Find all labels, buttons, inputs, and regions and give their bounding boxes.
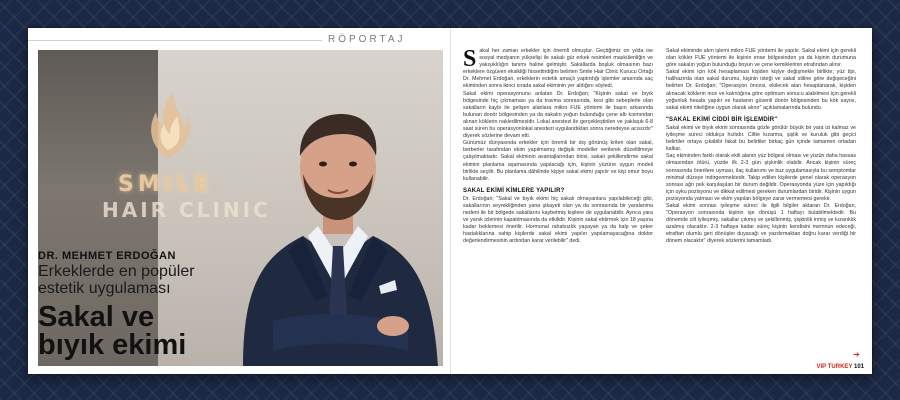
headline-line-2: bıyık ekimi [38,329,187,361]
article-column-2 [666,48,856,246]
headline-line-1: Sakal ve [38,301,155,333]
paragraph: Saç ekiminden farklı olarak ekili alanın yüz bölgesi olması ve yüzün daha hassas olmasından ötürü, yüzde ilk 2-3 gün şişkinlik olabilir. Ancak kişinin süreç sonrasında önerilere uyması, ilaç kullanımı ve buz uygulamasıyla bu semptomlar minimal düzeye indirgenmektedir. Takip edilen kişilerde genel olarak operasyon sonrası ağrı pek karşılaşılan bir durum değildir. Operasyonda yüze için yapıldığı için uyku pozisyonu ve dikkat edilmesi gereken durumlardan biridir. Kişinin uygun pozisyonda yatması ve ekim yapılan bölgeye zarar vermemesi gerekir. [666,153,856,202]
logo-line-1: SMILE [118,172,213,197]
folio-brand: VIP TURKEY [816,364,853,370]
subheading: SAKAL EKİMİ KİMLERE YAPILIR? [463,187,565,194]
right-page [451,28,872,374]
paragraph: Sakal ekimi için kök hesaplaması kişiden kişiye değişmekle birlikte; yüz tipi, halihazırda olan sakal durumu, kişinin isteği ve sakal stiline göre değişeceğini belirten Dr. Erdoğan; "Operasyon öncesi, ekilecek alan hesaplanarak, kişiden alınacak köklerin ince ve kalınlığına göre optimum sonucu alabilmesi için gerekli yoğunluk hesabı yapılır ve hastanın güvenli donör bölgesinden bu kök sayısı, sakal ekimi niteliğine uygun olarak alınır" açıklamalarında bulundu. [666,69,856,111]
drop-cap: S [463,46,477,72]
flame-logo-icon [138,90,198,160]
paragraph: Günümüz dünyasında erkekler için önemli bir dış görünüş kriteri olan sakal, berberler tarafından ekim yapılmamış değişik modeller verilerek düzeltilmeye çalışılmaktadır. Sakal ekiminin avantajlarından birisi, sakalı şekillendirme sakal ekimini planlama aşamasında yapılacağı için, kişinin yüzüne uygun modeli birlikte seçilir. Bu planlama dâhilinde kişiye sakal ekimi yapılır ve kişi omur boyu kullanabilir. [463,140,653,182]
left-page [28,28,451,374]
page-folio [817,364,864,370]
subtitle-line-2: estetik uygulaması [38,280,171,297]
paragraph: Sakal ekimi ve bıyık ekimi sonrasında gözle görülür büyük bir yara izi kalmaz ve iyileşme süreci oldukça hızlıdır. Ciltte kızarma, şişlik ve kuruluk gibi geçici belirtiler ortaya çıkabilir fakat bu belirtiler birkaç gün içinde tamamen ortadan kalkar. [666,124,856,153]
paragraph: Sakal ekimi operasyonunu anlatan Dr. Erdoğan; "Kişinin sakal ve bıyık bölgesinde hiç çıkmaması ya da travma sonrasında, kesi gibi sebeplerle olan sakalların kaybı ile gelişen alanlara mikro FUE yöntemi ile başın arkasında bulunan donör bölgesinden ya da sakalın yoğun bulunduğu çene altı kısmından alınan köklerin nakledilmesidir. Lokal anestezi ile gerçekleştirilen ve yaklaşık 6-8 saat süren bu operasyonlokal anestezi uygulandıktan sonra neredeyse acısızdır" diyerek sözlerine devam etti. [463,90,653,140]
subheading: "SAKAL EKİMİ CİDDİ BİR İŞLEMDİR" [666,116,778,123]
subtitle-line-1: Erkeklerde en popüler [38,263,195,280]
logo-line-2: HAIR CLINIC [102,198,271,222]
section-rule [28,40,322,41]
paragraph: Dr. Erdoğan; "Sakal ve bıyık ekimi hiç sakalı olmayanlara yapılabileceği gibi, sakallarının seyrekliğinden yana şikayeti olan ya da sonrasında bir yaralanma nedeni ile bir bölgede sakallarını kaybetmiş kişilere de uygulanabilir. Ayrıca yara ve yanık izlerinin kapatılmasında da etkilidir. Kişinin sakal ektirmek için 18 yaşına kadar beklemesi önerilir. Hormonal rahatsızlık yaşayan ya da kalp ve şeker hastalıklarına sahip kişilerde sakal ekimi yapılırı yapılamayacağına doktor değerlendirmesinin ardından karar verilebilir" dedi. [463,195,653,245]
article-column-1 [463,48,653,246]
page-number: 101 [853,364,864,370]
paragraph: akal her zaman erkekler için önemli olmuştur. Geçtiğimiz on yılda ise sosyal medyanın yükselişi ile sakalı gür erkek resimleri maskülenliğin ve yakışıklılığın tanımı haline gelmiştir. Sakallarda boşluk olmasının bazı erkeklere özgüven eksikliği hissettirdiğini belirten Smile Hair Clinic Kurucu Ortağı Dr. Mehmet Erdoğan, erkeklerin estetik amaçlı yaptırdığı işlemler arasında saç ekiminden sonra ikinci sırada sakal ekiminin yer aldığını söyledi. [463,48,653,90]
end-of-article-arrow-icon: ➔ [853,350,860,359]
section-tag: RÖPORTAJ [328,34,406,45]
doctor-name: DR. MEHMET ERDOĞAN [38,250,176,262]
paragraph: Sakal ekiminde alım işlemi mikro FUE yöntemi ile yapılır. Sakal ekimi için gerekli olan kökler FUE yöntemi ile kişinin ense bölgesinden ya da kişinin durumuna göre sakalın yoğun bulunduğu boyun ve çene kemiklerinin etrafından alınır. [666,48,856,69]
magazine-spread [28,28,872,374]
feature-caption [38,250,278,359]
paragraph: Sakal ekimi sonrası iyileşme süreci ile ilgili bilgiler aktaran Dr. Erdoğan, "Operasyon sonrasında kişinin işe dönüşü 1 haftayı bulabilmektedir. Bu dönemde cilt iyileşmiş, sakallar çıkmış ve şekillenmiş, şişkinlik inmiş ve kızarıklık azalmış olacaktır. 2-3 haftaya kadar süreç kişinin kendisini memnun edeceği, etraftan olumlu geri dönüşler duyacağı ve yazdırmaktan doğru karar verdiği bir dönem olacaktır" diyerek sözlerini tamamladı. [666,202,856,245]
